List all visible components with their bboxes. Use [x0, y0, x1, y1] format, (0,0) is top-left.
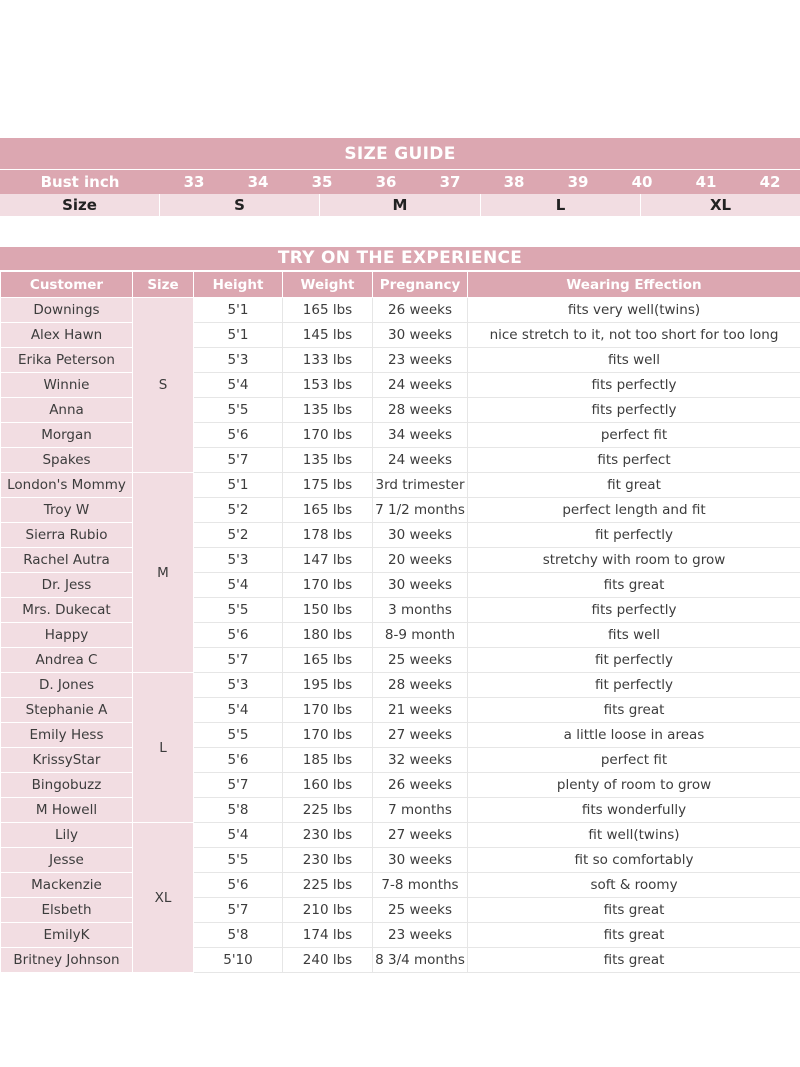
pregnancy-cell: 7 months — [373, 798, 468, 823]
height-cell: 5'5 — [194, 598, 283, 623]
pregnancy-cell: 30 weeks — [373, 848, 468, 873]
size-s: S — [160, 194, 320, 216]
wearing-effection-cell: fits great — [468, 898, 800, 923]
height-cell: 5'4 — [194, 373, 283, 398]
table-row — [1, 448, 800, 473]
height-cell: 5'1 — [194, 298, 283, 323]
weight-cell: 170 lbs — [283, 573, 373, 598]
height-cell: 5'7 — [194, 448, 283, 473]
customer-cell: Mrs. Dukecat — [1, 598, 133, 623]
pregnancy-cell: 28 weeks — [373, 673, 468, 698]
header-customer: Customer — [1, 272, 133, 298]
customer-cell: Downings — [1, 298, 133, 323]
wearing-effection-cell: perfect fit — [468, 748, 800, 773]
weight-cell: 175 lbs — [283, 473, 373, 498]
customer-cell: Jesse — [1, 848, 133, 873]
table-row — [1, 598, 800, 623]
pregnancy-cell: 7-8 months — [373, 873, 468, 898]
height-cell: 5'6 — [194, 423, 283, 448]
customer-cell: D. Jones — [1, 673, 133, 698]
pregnancy-cell: 21 weeks — [373, 698, 468, 723]
wearing-effection-cell: fit perfectly — [468, 648, 800, 673]
customer-cell: Rachel Autra — [1, 548, 133, 573]
pregnancy-cell: 27 weeks — [373, 823, 468, 848]
bust-value: 33 — [183, 173, 205, 191]
size-guide-title: SIZE GUIDE — [0, 138, 800, 170]
table-row — [1, 723, 800, 748]
experience-section — [0, 247, 800, 973]
customer-cell: Happy — [1, 623, 133, 648]
table-row — [1, 873, 800, 898]
height-cell: 5'10 — [194, 948, 283, 973]
customer-cell: M Howell — [1, 798, 133, 823]
pregnancy-cell: 8 3/4 months — [373, 948, 468, 973]
size-guide-table — [0, 138, 800, 216]
height-cell: 5'7 — [194, 773, 283, 798]
customer-cell: Mackenzie — [1, 873, 133, 898]
pregnancy-cell: 3 months — [373, 598, 468, 623]
weight-cell: 150 lbs — [283, 598, 373, 623]
header-pregnancy: Pregnancy — [373, 272, 468, 298]
bust-value: 34 — [247, 173, 269, 191]
height-cell: 5'8 — [194, 923, 283, 948]
pregnancy-cell: 23 weeks — [373, 348, 468, 373]
weight-cell: 240 lbs — [283, 948, 373, 973]
table-row — [1, 848, 800, 873]
wearing-effection-cell: plenty of room to grow — [468, 773, 800, 798]
weight-cell: 135 lbs — [283, 448, 373, 473]
bust-inch-label: Bust inch — [40, 173, 120, 191]
wearing-effection-cell: fit perfectly — [468, 523, 800, 548]
customer-cell: EmilyK — [1, 923, 133, 948]
wearing-effection-cell: a little loose in areas — [468, 723, 800, 748]
weight-cell: 147 lbs — [283, 548, 373, 573]
height-cell: 5'2 — [194, 523, 283, 548]
height-cell: 5'8 — [194, 798, 283, 823]
weight-cell: 225 lbs — [283, 798, 373, 823]
height-cell: 5'4 — [194, 573, 283, 598]
weight-cell: 225 lbs — [283, 873, 373, 898]
height-cell: 5'3 — [194, 673, 283, 698]
customer-cell: KrissyStar — [1, 748, 133, 773]
height-cell: 5'7 — [194, 898, 283, 923]
customer-cell: Spakes — [1, 448, 133, 473]
customer-cell: Bingobuzz — [1, 773, 133, 798]
customer-cell: Anna — [1, 398, 133, 423]
table-row — [1, 573, 800, 598]
header-height: Height — [194, 272, 283, 298]
weight-cell: 135 lbs — [283, 398, 373, 423]
header-wearing-effection: Wearing Effection — [468, 272, 800, 298]
table-row — [1, 498, 800, 523]
wearing-effection-cell: fits great — [468, 923, 800, 948]
table-row — [1, 673, 800, 698]
size-l: L — [481, 194, 641, 216]
weight-cell: 165 lbs — [283, 498, 373, 523]
customer-cell: Alex Hawn — [1, 323, 133, 348]
bust-value: 39 — [567, 173, 589, 191]
weight-cell: 180 lbs — [283, 623, 373, 648]
table-row — [1, 923, 800, 948]
table-row — [1, 948, 800, 973]
table-row — [1, 623, 800, 648]
table-row — [1, 648, 800, 673]
pregnancy-cell: 26 weeks — [373, 773, 468, 798]
bust-value: 42 — [759, 173, 781, 191]
experience-table-body — [1, 298, 800, 973]
table-row — [1, 348, 800, 373]
customer-cell: Sierra Rubio — [1, 523, 133, 548]
table-row — [1, 423, 800, 448]
pregnancy-cell: 20 weeks — [373, 548, 468, 573]
customer-cell: Britney Johnson — [1, 948, 133, 973]
table-row — [1, 298, 800, 323]
wearing-effection-cell: fits well — [468, 348, 800, 373]
wearing-effection-cell: fits wonderfully — [468, 798, 800, 823]
table-row — [1, 823, 800, 848]
table-row — [1, 698, 800, 723]
weight-cell: 133 lbs — [283, 348, 373, 373]
wearing-effection-cell: fits perfect — [468, 448, 800, 473]
customer-cell: Andrea C — [1, 648, 133, 673]
table-row — [1, 898, 800, 923]
weight-cell: 170 lbs — [283, 698, 373, 723]
header-size: Size — [133, 272, 194, 298]
customer-cell: Erika Peterson — [1, 348, 133, 373]
wearing-effection-cell: nice stretch to it, not too short for too long — [468, 323, 800, 348]
weight-cell: 174 lbs — [283, 923, 373, 948]
weight-cell: 153 lbs — [283, 373, 373, 398]
pregnancy-cell: 34 weeks — [373, 423, 468, 448]
height-cell: 5'7 — [194, 648, 283, 673]
size-group-cell: L — [133, 673, 194, 823]
size-group-cell: M — [133, 473, 194, 673]
height-cell: 5'4 — [194, 823, 283, 848]
bust-inch-row — [0, 170, 800, 194]
bust-value: 36 — [375, 173, 397, 191]
bust-value: 38 — [503, 173, 525, 191]
weight-cell: 230 lbs — [283, 823, 373, 848]
customer-cell: London's Mommy — [1, 473, 133, 498]
customer-cell: Morgan — [1, 423, 133, 448]
weight-cell: 165 lbs — [283, 298, 373, 323]
weight-cell: 178 lbs — [283, 523, 373, 548]
bust-value: 40 — [631, 173, 653, 191]
wearing-effection-cell: perfect fit — [468, 423, 800, 448]
height-cell: 5'5 — [194, 398, 283, 423]
wearing-effection-cell: fits very well(twins) — [468, 298, 800, 323]
wearing-effection-cell: fit perfectly — [468, 673, 800, 698]
height-cell: 5'3 — [194, 548, 283, 573]
wearing-effection-cell: soft & roomy — [468, 873, 800, 898]
wearing-effection-cell: perfect length and fit — [468, 498, 800, 523]
experience-table — [0, 271, 800, 973]
header-weight: Weight — [283, 272, 373, 298]
weight-cell: 185 lbs — [283, 748, 373, 773]
height-cell: 5'6 — [194, 873, 283, 898]
customer-cell: Dr. Jess — [1, 573, 133, 598]
weight-cell: 160 lbs — [283, 773, 373, 798]
wearing-effection-cell: stretchy with room to grow — [468, 548, 800, 573]
experience-header-row — [1, 272, 800, 298]
pregnancy-cell: 30 weeks — [373, 323, 468, 348]
height-cell: 5'5 — [194, 848, 283, 873]
pregnancy-cell: 32 weeks — [373, 748, 468, 773]
pregnancy-cell: 3rd trimester — [373, 473, 468, 498]
wearing-effection-cell: fits perfectly — [468, 373, 800, 398]
pregnancy-cell: 25 weeks — [373, 648, 468, 673]
wearing-effection-cell: fits great — [468, 948, 800, 973]
wearing-effection-cell: fits great — [468, 573, 800, 598]
pregnancy-cell: 27 weeks — [373, 723, 468, 748]
size-group-cell: XL — [133, 823, 194, 973]
height-cell: 5'3 — [194, 348, 283, 373]
wearing-effection-cell: fit so comfortably — [468, 848, 800, 873]
pregnancy-cell: 8-9 month — [373, 623, 468, 648]
wearing-effection-cell: fits perfectly — [468, 398, 800, 423]
size-group-cell: S — [133, 298, 194, 473]
pregnancy-cell: 23 weeks — [373, 923, 468, 948]
table-row — [1, 523, 800, 548]
weight-cell: 145 lbs — [283, 323, 373, 348]
weight-cell: 165 lbs — [283, 648, 373, 673]
customer-cell: Stephanie A — [1, 698, 133, 723]
height-cell: 5'2 — [194, 498, 283, 523]
pregnancy-cell: 28 weeks — [373, 398, 468, 423]
customer-cell: Winnie — [1, 373, 133, 398]
table-row — [1, 323, 800, 348]
wearing-effection-cell: fits perfectly — [468, 598, 800, 623]
weight-cell: 230 lbs — [283, 848, 373, 873]
table-row — [1, 548, 800, 573]
customer-cell: Troy W — [1, 498, 133, 523]
wearing-effection-cell: fit great — [468, 473, 800, 498]
weight-cell: 210 lbs — [283, 898, 373, 923]
weight-cell: 170 lbs — [283, 423, 373, 448]
customer-cell: Elsbeth — [1, 898, 133, 923]
size-xl: XL — [709, 196, 732, 214]
weight-cell: 170 lbs — [283, 723, 373, 748]
height-cell: 5'6 — [194, 748, 283, 773]
height-cell: 5'5 — [194, 723, 283, 748]
table-row — [1, 473, 800, 498]
table-row — [1, 798, 800, 823]
bust-value: 37 — [439, 173, 461, 191]
height-cell: 5'6 — [194, 623, 283, 648]
experience-title: TRY ON THE EXPERIENCE — [0, 247, 800, 271]
table-row — [1, 373, 800, 398]
table-row — [1, 398, 800, 423]
table-row — [1, 748, 800, 773]
table-row — [1, 773, 800, 798]
customer-cell: Lily — [1, 823, 133, 848]
bust-value: 35 — [311, 173, 333, 191]
customer-cell: Emily Hess — [1, 723, 133, 748]
bust-value: 41 — [695, 173, 717, 191]
weight-cell: 195 lbs — [283, 673, 373, 698]
wearing-effection-cell: fit well(twins) — [468, 823, 800, 848]
pregnancy-cell: 30 weeks — [373, 523, 468, 548]
pregnancy-cell: 26 weeks — [373, 298, 468, 323]
pregnancy-cell: 25 weeks — [373, 898, 468, 923]
height-cell: 5'1 — [194, 473, 283, 498]
height-cell: 5'1 — [194, 323, 283, 348]
pregnancy-cell: 30 weeks — [373, 573, 468, 598]
size-row — [0, 194, 800, 216]
wearing-effection-cell: fits well — [468, 623, 800, 648]
pregnancy-cell: 24 weeks — [373, 373, 468, 398]
size-label: Size — [0, 194, 160, 216]
pregnancy-cell: 24 weeks — [373, 448, 468, 473]
pregnancy-cell: 7 1/2 months — [373, 498, 468, 523]
wearing-effection-cell: fits great — [468, 698, 800, 723]
size-m: M — [320, 194, 481, 216]
height-cell: 5'4 — [194, 698, 283, 723]
